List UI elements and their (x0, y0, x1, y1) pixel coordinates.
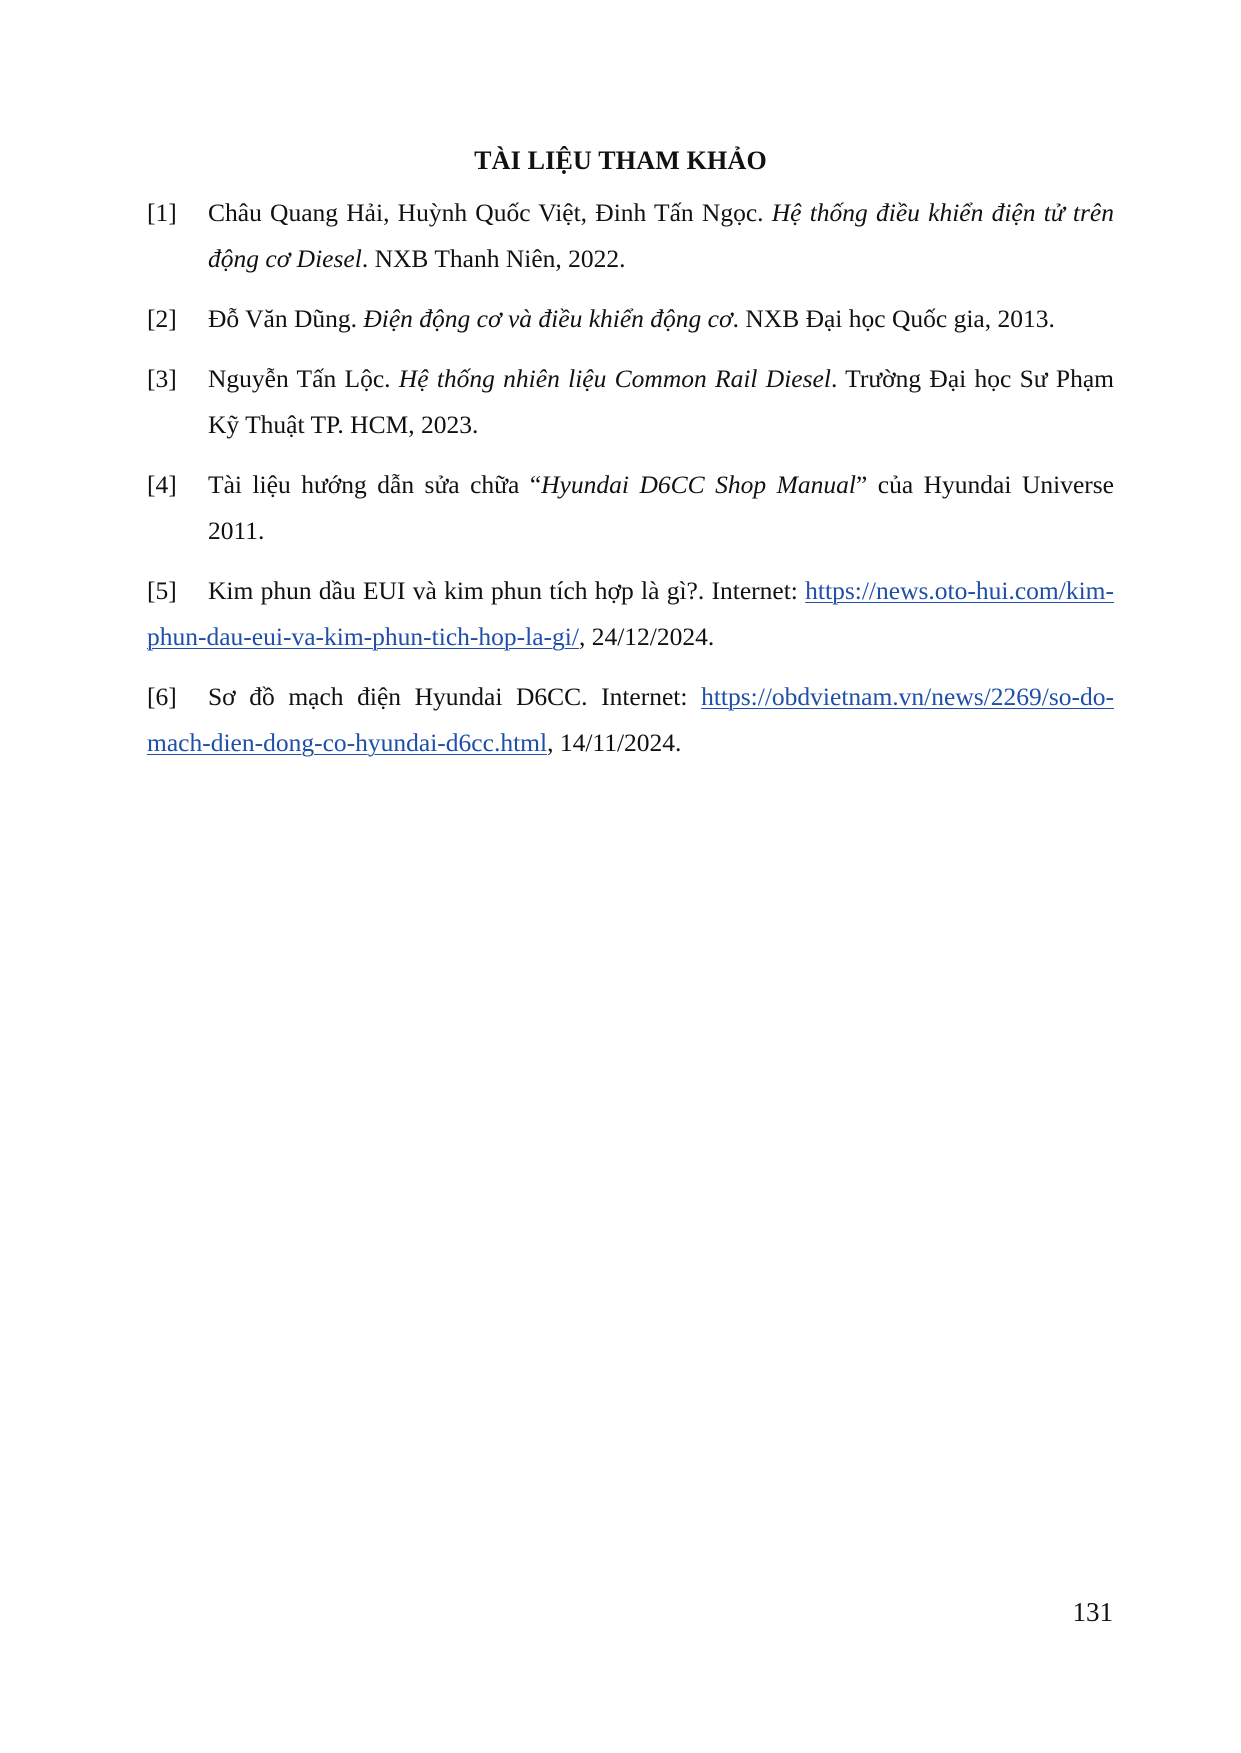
reference-number: [6] (147, 682, 177, 711)
reference-number: [5] (147, 576, 177, 605)
reference-number: [4] (147, 470, 177, 499)
reference-text: Sơ đồ mạch điện Hyundai D6CC. Internet: (208, 682, 702, 711)
reference-number: [3] (147, 364, 177, 393)
reference-item-5 (147, 568, 1114, 660)
reference-access-date: , 24/12/2024. (578, 622, 715, 651)
reference-number: [1] (147, 198, 177, 227)
reference-text: Kim phun dầu EUI và kim phun tích hợp là gì?. Internet: (208, 576, 806, 605)
reference-author: Nguyễn Tấn Lộc. (208, 364, 399, 393)
reference-item-6 (147, 674, 1114, 766)
reference-item-3 (147, 356, 1114, 448)
reference-publisher: . NXB Đại học Quốc gia, 2013. (732, 304, 1055, 333)
reference-publisher: . Trường Đại học Sư Phạm Kỹ Thuật TP. HCM, 2023. (208, 364, 1114, 439)
reference-access-date: , 14/11/2024. (547, 728, 682, 757)
page-title: TÀI LIỆU THAM KHẢO (474, 146, 767, 175)
reference-link[interactable]: https://obdvietnam.vn/news/2269/so-do-mach-dien-dong-co-hyundai-d6cc.html (147, 682, 1114, 757)
reference-item-4 (147, 462, 1114, 554)
page-number: 131 (1072, 1597, 1113, 1627)
reference-publisher: ” của Hyundai Universe 2011. (208, 470, 1115, 545)
reference-item-1 (147, 190, 1114, 282)
reference-author: Tài liệu hướng dẫn sửa chữa “ (208, 470, 542, 499)
reference-work-title: Điện động cơ và điều khiển động cơ (363, 304, 733, 333)
reference-link[interactable]: https://news.oto-hui.com/kim-phun-dau-eui-va-kim-phun-tich-hop-la-gi/ (147, 576, 1114, 651)
reference-work-title: Hệ thống nhiên liệu Common Rail Diesel (398, 364, 831, 393)
reference-publisher: . NXB Thanh Niên, 2022. (361, 244, 626, 273)
reference-work-title: Hệ thống điều khiển điện tử trên động cơ Diesel (208, 198, 1115, 273)
reference-item-2 (147, 296, 1114, 342)
reference-list (147, 190, 1114, 780)
reference-author: Châu Quang Hải, Huỳnh Quốc Việt, Đinh Tấn Ngọc. (208, 198, 772, 227)
reference-work-title: Hyundai D6CC Shop Manual (541, 470, 856, 499)
reference-author: Đỗ Văn Dũng. (208, 304, 364, 333)
reference-number: [2] (147, 304, 177, 333)
